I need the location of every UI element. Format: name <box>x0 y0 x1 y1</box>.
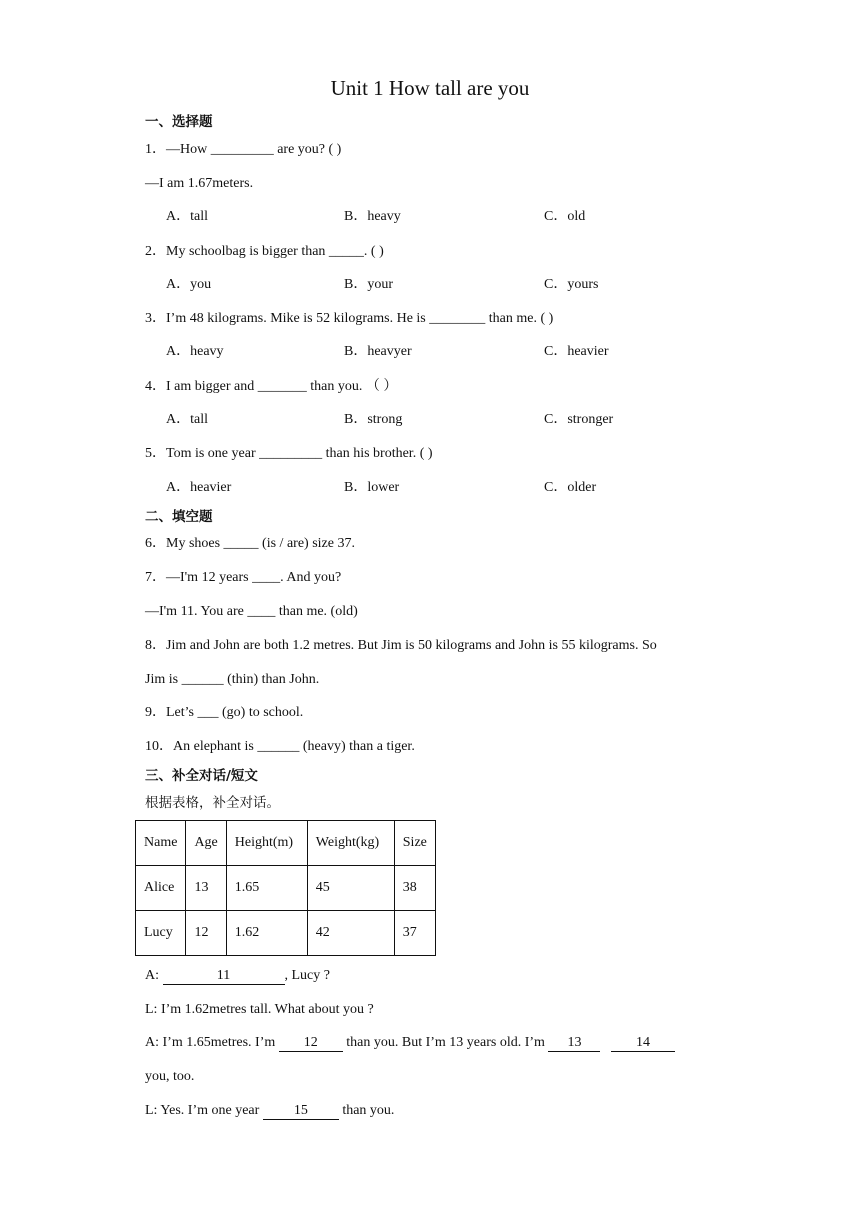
question-3: 3．I’m 48 kilograms. Mike is 52 kilograms. He is ________ than me. ( ) <box>145 311 554 326</box>
table-header-cell: Size <box>394 821 435 866</box>
blank-13: 13 <box>548 1035 600 1052</box>
dialogue-text: than you. <box>338 1103 395 1118</box>
q1-option-c: C．old <box>544 209 586 224</box>
question-4: 4．I am bigger and _______ than you. （ ） <box>145 379 398 394</box>
table-header-cell: Age <box>186 821 226 866</box>
dialogue-text: A: <box>145 968 163 983</box>
q5-option-c: C．older <box>544 480 597 495</box>
section-heading-fill-in: 二、填空题 <box>145 509 213 525</box>
table-cell: 12 <box>186 911 226 956</box>
q1-option-b: B．heavy <box>344 209 401 224</box>
question-8: 8．Jim and John are both 1.2 metres. But Jim is 50 kilograms and John is 55 kilograms. So <box>145 638 657 653</box>
table-cell: Lucy <box>136 911 186 956</box>
table-cell: Alice <box>136 866 186 911</box>
table-cell: 13 <box>186 866 226 911</box>
dialogue-text: A: I’m 1.65metres. I’m <box>145 1035 279 1050</box>
question-7: 7．—I'm 12 years ____. And you? <box>145 570 342 585</box>
blank-14: 14 <box>611 1035 675 1052</box>
section-heading-choice: 一、选择题 <box>145 114 213 130</box>
question-1-answer-line: —I am 1.67meters. <box>145 176 254 191</box>
question-6: 6．My shoes _____ (is / are) size 37. <box>145 536 355 551</box>
q3-option-a: A．heavy <box>166 344 224 359</box>
table-cell: 45 <box>307 866 394 911</box>
dialogue-text: L: Yes. I’m one year <box>145 1103 263 1118</box>
q3-option-b: B．heavyer <box>344 344 412 359</box>
table-cell: 38 <box>394 866 435 911</box>
q5-option-a: A．heavier <box>166 480 232 495</box>
q4-option-b: B．strong <box>344 412 403 427</box>
dialogue-text: , Lucy ? <box>284 968 330 983</box>
blank-11: 11 <box>163 968 285 985</box>
section-heading-dialogue: 三、补全对话/短文 <box>145 768 258 784</box>
question-2: 2．My schoolbag is bigger than _____. ( ) <box>145 244 384 259</box>
q2-option-a: A．you <box>166 277 212 292</box>
table-header-row <box>136 821 436 866</box>
dialogue-line-4: you, too. <box>145 1069 195 1084</box>
blank-12: 12 <box>279 1035 343 1052</box>
blank-15: 15 <box>263 1103 339 1120</box>
question-7-reply: —I'm 11. You are ____ than me. (old) <box>145 604 358 619</box>
q3-option-c: C．heavier <box>544 344 609 359</box>
q4-option-a: A．tall <box>166 412 208 427</box>
q1-option-a: A．tall <box>166 209 208 224</box>
q5-option-b: B．lower <box>344 480 400 495</box>
dialogue-instruction: 根据表格，补全对话。 <box>145 795 280 811</box>
table-row <box>136 866 436 911</box>
dialogue-text: than you. But I’m 13 years old. I’m <box>342 1035 549 1050</box>
dialogue-line-2: L: I’m 1.62metres tall. What about you ? <box>145 1002 374 1017</box>
question-10: 10．An elephant is ______ (heavy) than a tiger. <box>145 739 415 754</box>
table-cell: 1.65 <box>226 866 307 911</box>
page-title: Unit 1 How tall are you <box>330 76 530 100</box>
table-header-cell: Weight(kg) <box>307 821 394 866</box>
dialogue-line-3 <box>145 1033 675 1053</box>
question-1: 1．—How _________ are you? ( ) <box>145 142 342 157</box>
table-cell: 1.62 <box>226 911 307 956</box>
q2-option-c: C．yours <box>544 277 599 292</box>
info-table <box>135 820 436 956</box>
table-header-cell: Name <box>136 821 186 866</box>
dialogue-line-1 <box>145 966 330 986</box>
question-8-continued: Jim is ______ (thin) than John. <box>145 672 320 687</box>
table-cell: 42 <box>307 911 394 956</box>
q2-option-b: B．your <box>344 277 393 292</box>
q4-option-c: C．stronger <box>544 412 614 427</box>
table-cell: 37 <box>394 911 435 956</box>
table-row <box>136 911 436 956</box>
dialogue-line-5 <box>145 1101 394 1121</box>
question-9: 9．Let’s ___ (go) to school. <box>145 705 304 720</box>
table-header-cell: Height(m) <box>226 821 307 866</box>
question-5: 5．Tom is one year _________ than his brother. ( ) <box>145 446 433 461</box>
